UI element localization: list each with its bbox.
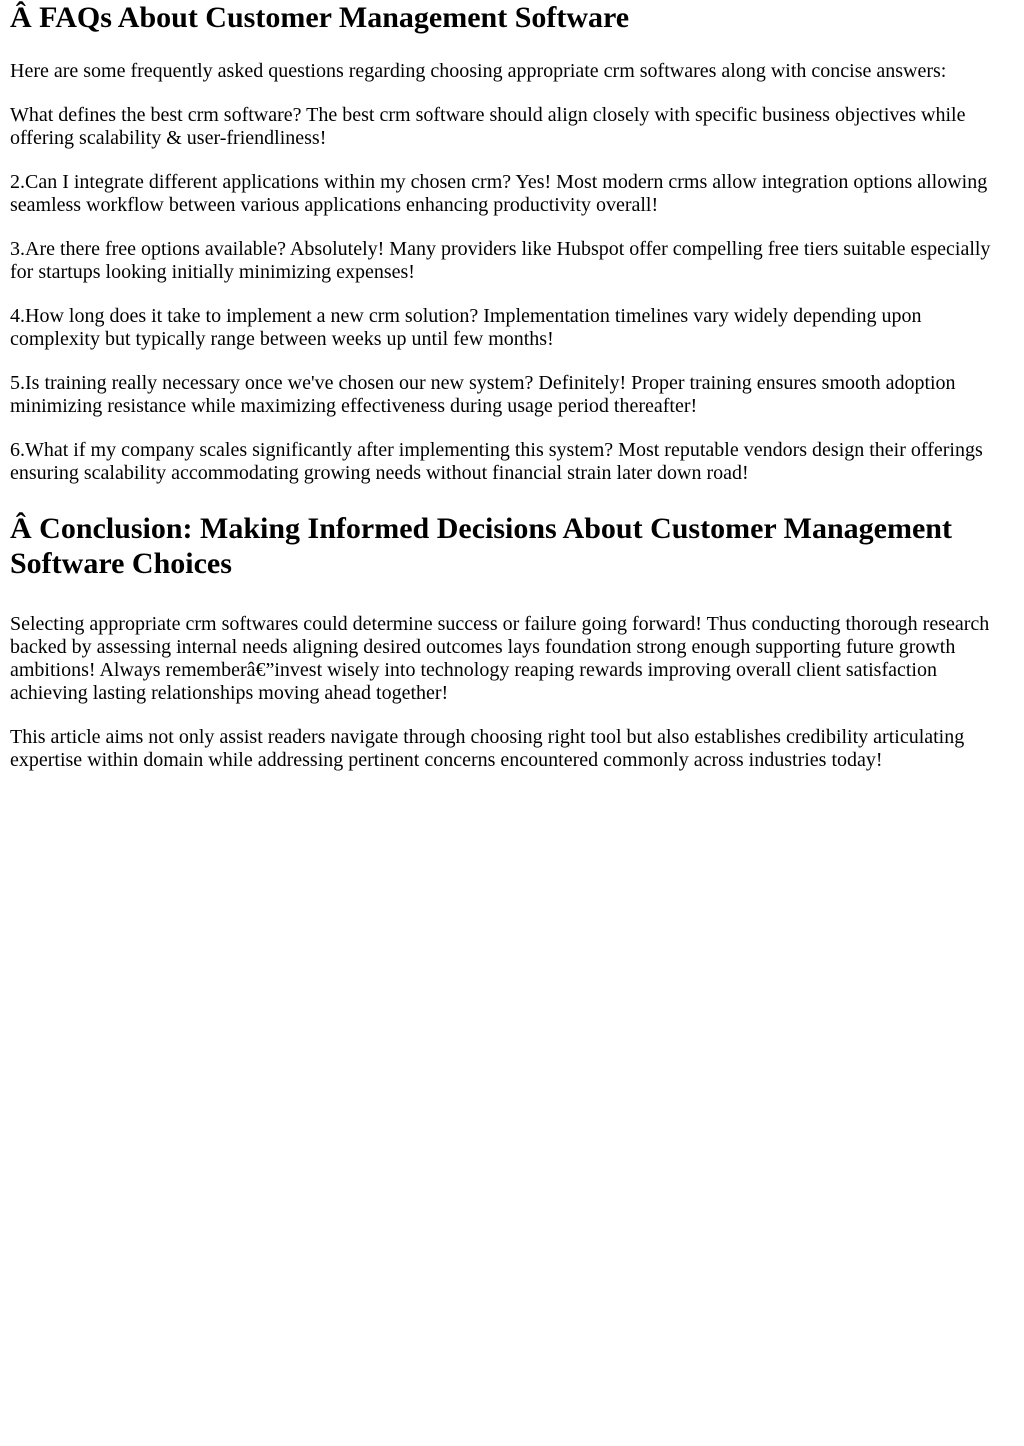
faq-item-4: 4.How long does it take to implement a new crm solution? Implementation timelines vary widely depending upon complexity but typically range between weeks up until few months! <box>10 305 922 350</box>
faq-item-2: 2.Can I integrate different applications within my chosen crm? Yes! Most modern crms allow integration options allowing seamless workflow between various applications enhancing productivity overall! <box>10 171 988 216</box>
faq-heading: Â FAQs About Customer Management Software <box>10 1 630 34</box>
faq-item-1: What defines the best crm software? The best crm software should align closely with specific business objectives while offering scalability & user-friendliness! <box>10 104 966 149</box>
faq-item-5: 5.Is training really necessary once we've chosen our new system? Definitely! Proper training ensures smooth adoption minimizing resistance while maximizing effectiveness during usage period thereafter! <box>10 372 956 417</box>
faq-item-3: 3.Are there free options available? Absolutely! Many providers like Hubspot offer compelling free tiers suitable especially for startups looking initially minimizing expenses! <box>10 238 991 283</box>
conclusion-heading: Â Conclusion: Making Informed Decisions About Customer Management Software Choices <box>10 512 952 580</box>
faq-item-6: 6.What if my company scales significantly after implementing this system? Most reputable vendors design their offerings ensuring scalability accommodating growing needs without financial strain later down road! <box>10 439 983 484</box>
faq-intro-paragraph: Here are some frequently asked questions regarding choosing appropriate crm softwares along with concise answers: <box>10 60 947 82</box>
conclusion-paragraph-1: Selecting appropriate crm softwares could determine success or failure going forward! Thus conducting thorough research backed by assessing internal needs aligning desired outcomes lays foundation strong enough supporting future growth ambitions! Always rememberâ€”invest wisely into technology reaping rewards improving overall client satisfaction achieving lasting relationships moving ahead together! <box>10 613 990 704</box>
conclusion-paragraph-2: This article aims not only assist readers navigate through choosing right tool but also establishes credibility articulating expertise within domain while addressing pertinent concerns encountered commonly across industries today! <box>10 726 965 771</box>
